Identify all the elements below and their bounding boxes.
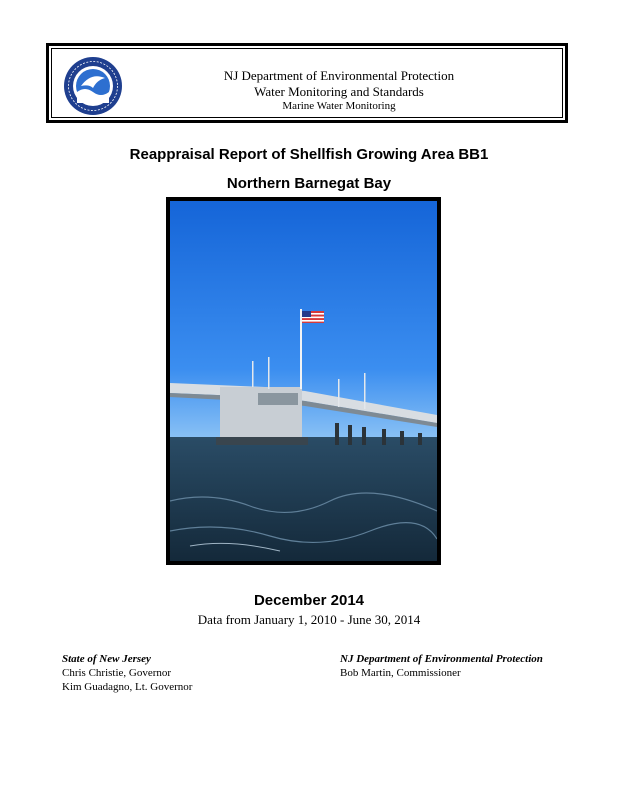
report-subtitle: Northern Barnegat Bay [226, 175, 392, 192]
lt-governor-line: Kim Guadagno, Lt. Governor [62, 681, 193, 693]
report-date: December 2014 [253, 592, 365, 609]
governor-line: Chris Christie, Governor [62, 667, 172, 679]
program-name: Marine Water Monitoring [282, 100, 396, 112]
data-period: Data from January 1, 2010 - June 30, 2014 [197, 612, 421, 627]
nj-dep-seal-icon [63, 56, 123, 116]
bridge-photo-icon [170, 201, 437, 561]
state-signature-block [62, 652, 192, 694]
division-name: Water Monitoring and Standards [254, 84, 424, 99]
dep-signature-block [340, 652, 543, 680]
cover-photo [166, 197, 441, 565]
report-title: Reappraisal Report of Shellfish Growing Area BB1 [129, 146, 489, 163]
header-box [46, 43, 568, 123]
agency-name: NJ Department of Environmental Protection [223, 68, 455, 83]
dep-org: NJ Department of Environmental Protection [340, 653, 543, 665]
commissioner-line: Bob Martin, Commissioner [340, 667, 461, 679]
state-org: State of New Jersey [62, 653, 151, 665]
